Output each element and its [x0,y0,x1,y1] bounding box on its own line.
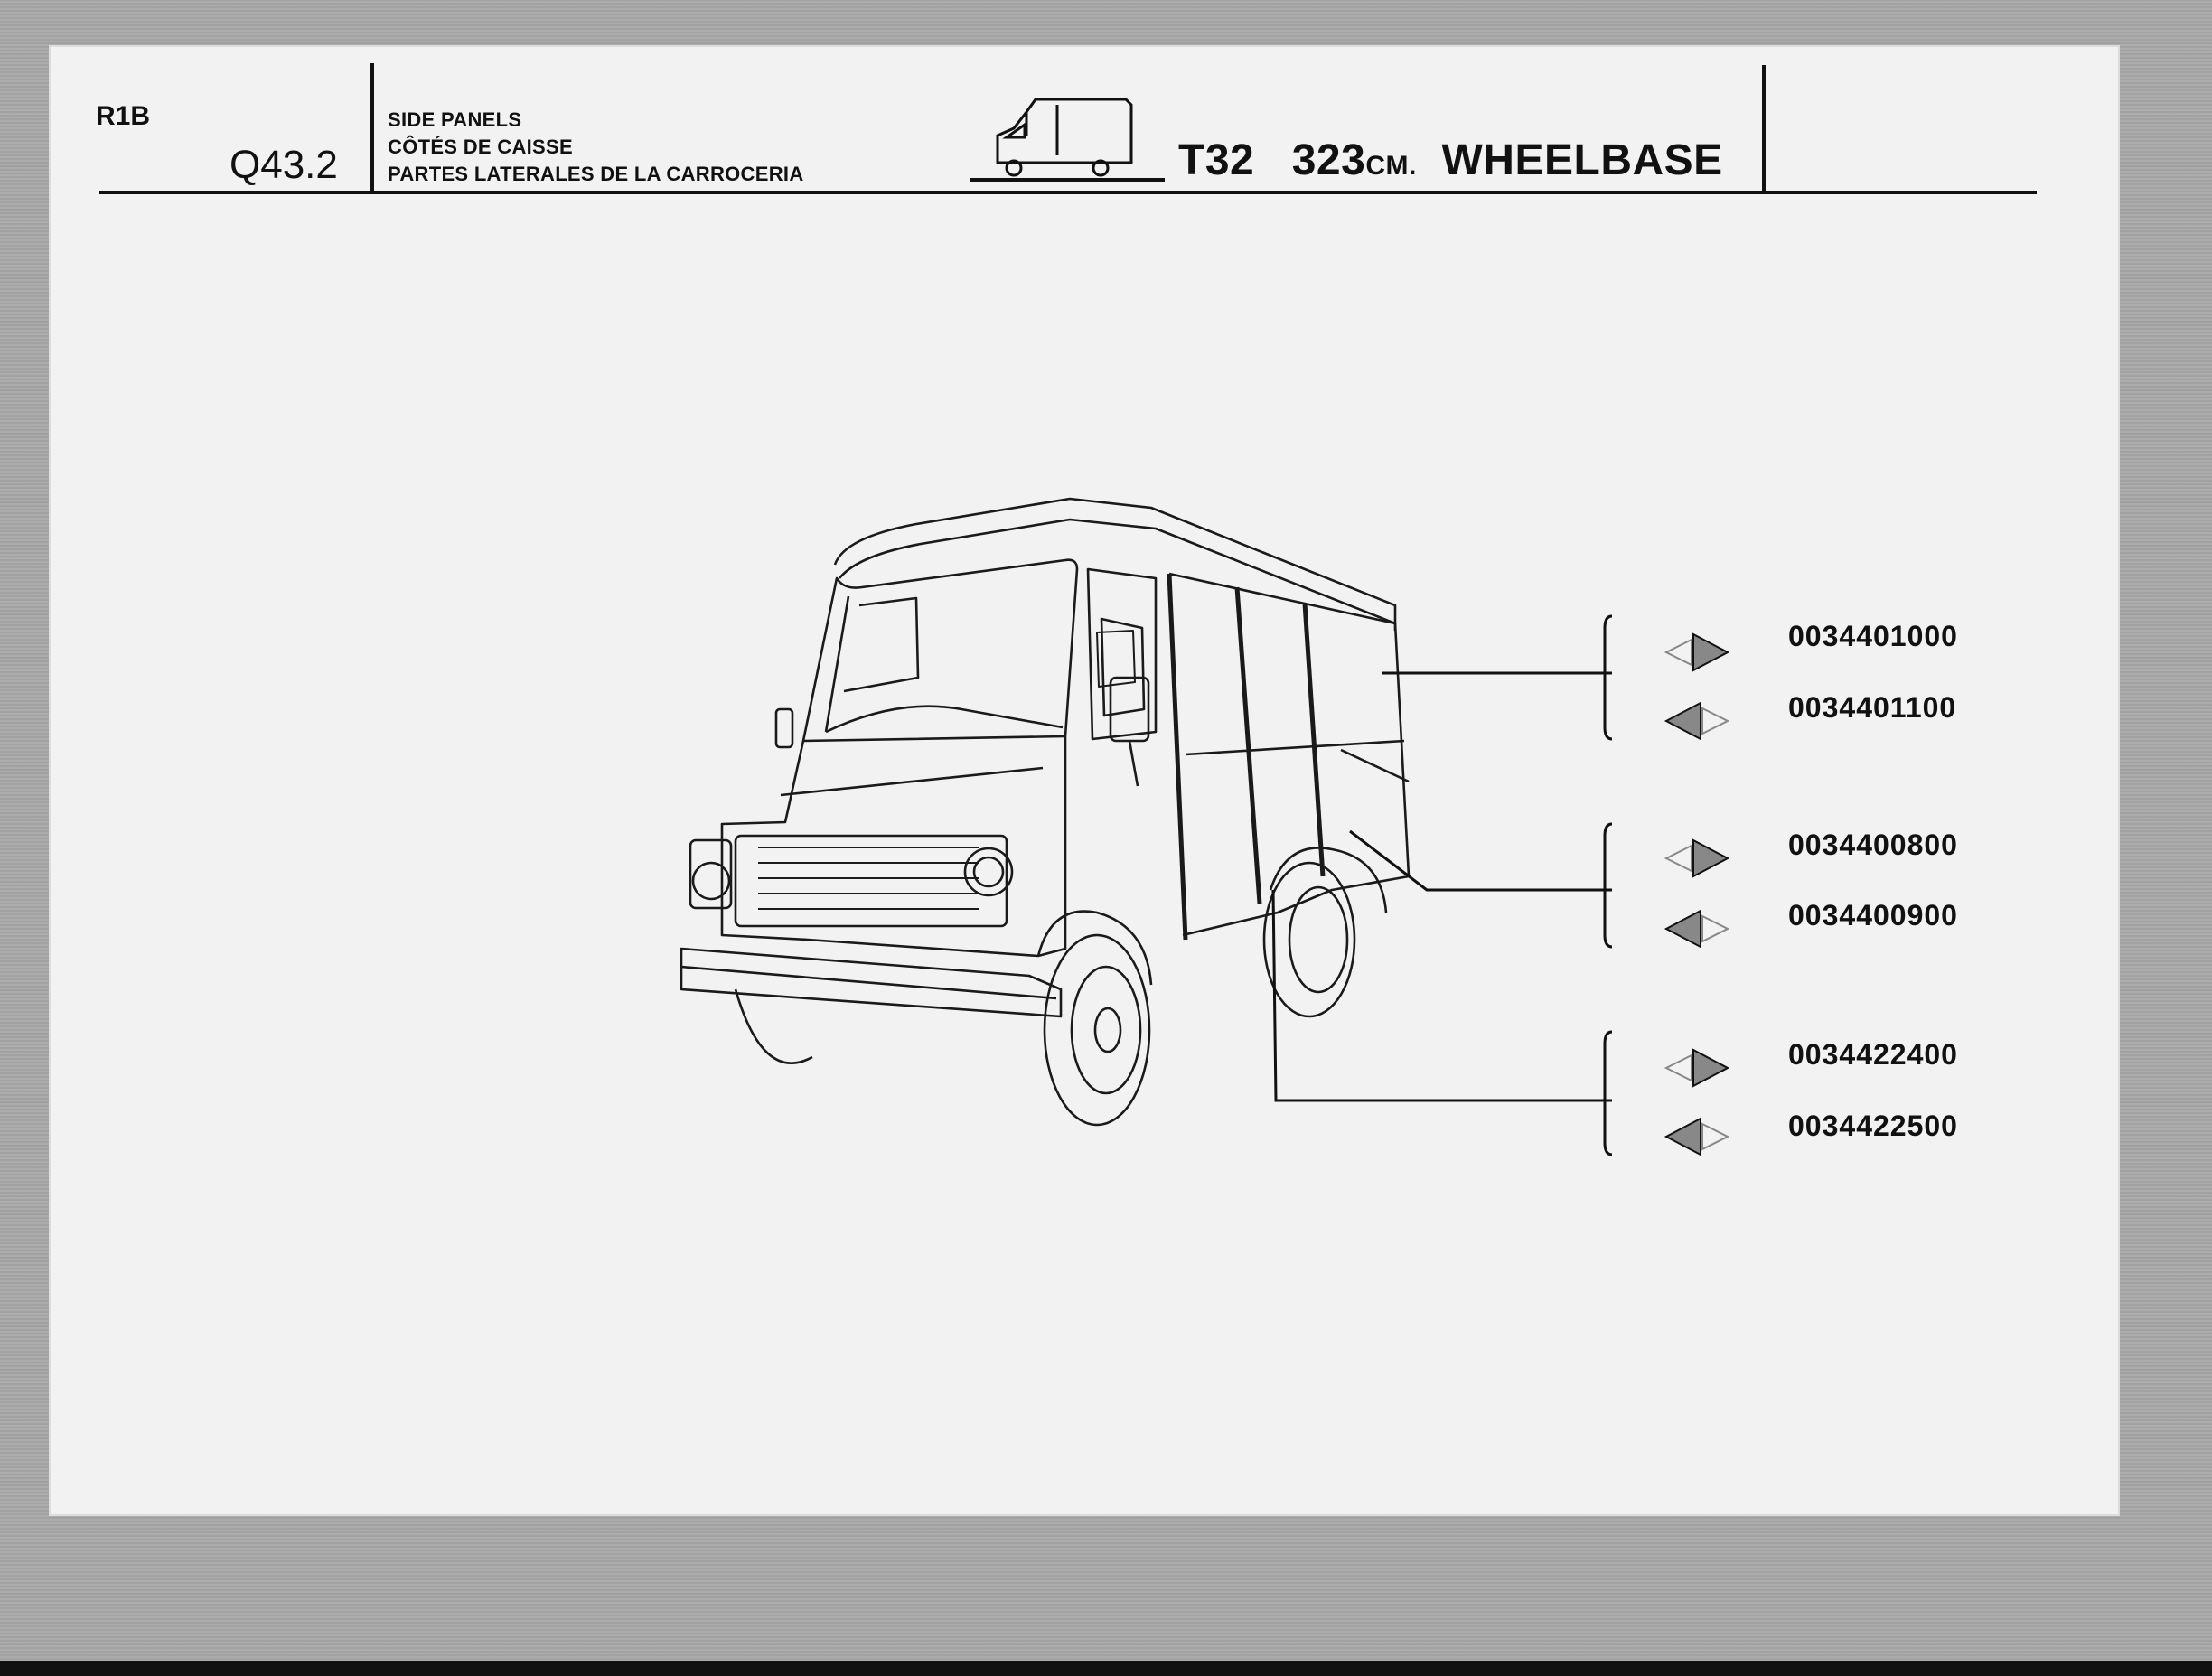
reference-code: R1B [96,101,151,131]
part-number-rh-center-panel: 0034400800 [1788,829,1958,861]
model-code: T32 [1178,136,1255,184]
bracket-group-1 [1605,616,1612,739]
catalog-sheet [49,45,2120,1516]
wheelbase-value: 323 [1291,136,1366,184]
title-spanish: PARTES LATERALES DE LA CARROCERIA [388,163,804,185]
page-code: Q43.2 [230,143,338,187]
left-arrow-icon [1666,911,1728,947]
left-arrow-icon [1666,1119,1728,1155]
part-number-lh-center-panel: 0034400900 [1788,899,1958,932]
right-arrow-icon [1666,634,1728,670]
scan-edge [0,1661,2212,1676]
part-number-lh-roof-panel: 0034401100 [1788,691,1957,724]
van-illustration [681,499,1409,1125]
wheelbase-label: WHEELBASE [1441,136,1723,184]
part-number-lh-lower-panel: 0034422500 [1788,1110,1958,1142]
leader-lines [1273,616,1612,1155]
bracket-group-2 [1605,824,1612,947]
part-number-rh-roof-panel: 0034401000 [1788,620,1958,652]
part-number-rh-lower-panel: 0034422400 [1788,1038,1958,1071]
left-arrow-icon [1666,703,1728,739]
right-arrow-icon [1666,1050,1728,1086]
side-indicators [1666,634,1728,1155]
title-english: SIDE PANELS [388,108,522,131]
title-french: CÔTÉS DE CAISSE [388,136,573,158]
bracket-group-3 [1605,1032,1612,1155]
wheelbase-unit: CM. [1365,151,1417,181]
van-side-panel-diagram [49,45,2120,1516]
right-arrow-icon [1666,840,1728,876]
